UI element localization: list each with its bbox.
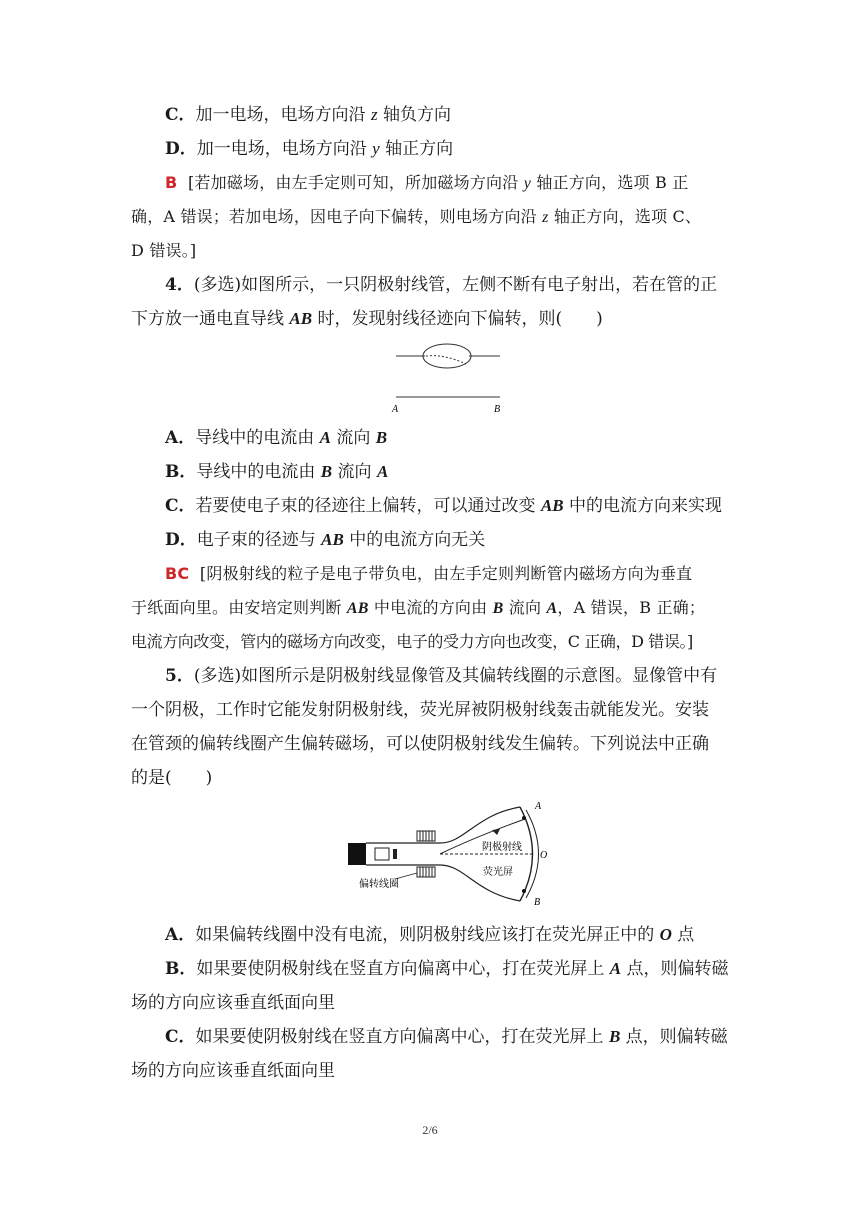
q5-stem-line-2: 一个阴极，工作时它能发射阴极射线，荧光屏被阴极射线轰击就能发光。安装 <box>131 700 709 720</box>
q3-answer-line-1: B [若加磁场，由左手定则可知，所加磁场方向沿 y 轴正方向，选项 B 正 <box>165 173 689 192</box>
label-b: B <box>494 404 501 415</box>
q4-option-a: A．导线中的电流由 A 流向 B <box>165 428 388 448</box>
q4-option-c: C．若要使电子束的径迹往上偏转，可以通过改变 AB 中的电流方向来实现 <box>165 496 723 516</box>
q4-answer-line-3: 电流方向改变，管内的磁场方向改变，电子的受力方向也改变，C 正确，D 错误。] <box>131 632 693 651</box>
label-coil: 偏转线圈 <box>359 879 399 890</box>
electron-gun <box>375 848 389 860</box>
label-cathode-ray: 阴极射线 <box>482 842 522 853</box>
q4-figure-cathode-tube <box>390 340 505 416</box>
label-o: O <box>540 850 548 861</box>
q5-option-a: A．如果偏转线圈中没有电流，则阴极射线应该打在荧光屏正中的 O 点 <box>165 925 695 945</box>
cathode-block <box>348 843 366 865</box>
q5-stem-line-1: 5．(多选)如图所示是阴极射线显像管及其偏转线圈的示意图。显像管中有 <box>165 666 718 686</box>
label-a: A <box>535 801 542 812</box>
q4-stem-line-1: 4．(多选)如图所示，一只阴极射线管，左侧不断有电子射出，若在管的正 <box>165 275 718 295</box>
q5-option-b-line-2: 场的方向应该垂直纸面向里 <box>131 993 335 1013</box>
deflection-coil-bottom <box>417 867 435 877</box>
label-screen: 荧光屏 <box>483 867 513 878</box>
deflection-coil-top <box>417 831 435 841</box>
electron-beam-path <box>426 356 466 364</box>
label-b: B <box>534 897 541 908</box>
q4-option-b: B．导线中的电流由 B 流向 A <box>165 462 389 482</box>
q5-option-b-line-1: B．如果要使阴极射线在竖直方向偏离中心，打在荧光屏上 A 点，则偏转磁 <box>165 959 729 979</box>
point-a-dot <box>522 816 526 820</box>
q4-answer-line-1: BC [阴极射线的粒子是电子带负电，由左手定则判断管内磁场方向为垂直 <box>165 564 693 583</box>
q4-stem-line-2: 下方放一通电直导线 AB 时，发现射线径迹向下偏转，则( ) <box>131 309 603 329</box>
point-b-dot <box>522 889 526 893</box>
q3-answer-line-2: 确，A 错误；若加电场，因电子向下偏转，则电场方向沿 z 轴正方向，选项 C、 <box>131 207 702 226</box>
q3-answer-key: B <box>165 173 178 192</box>
q4-answer-key: BC <box>165 564 190 583</box>
coil-leader-line <box>395 873 417 879</box>
q3-answer-line-3: D 错误。] <box>131 241 197 260</box>
page-number: 2/6 <box>422 1123 438 1137</box>
q5-stem-line-4: 的是( ) <box>131 768 213 788</box>
beam-arrow <box>492 829 500 835</box>
label-a: A <box>392 404 399 415</box>
q3-option-d: D．加一电场，电场方向沿 y 轴正方向 <box>165 139 454 159</box>
q4-option-d: D．电子束的径迹与 AB 中的电流方向无关 <box>165 530 486 550</box>
q5-option-c-line-2: 场的方向应该垂直纸面向里 <box>131 1061 335 1081</box>
q4-answer-line-2: 于纸面向里。由安培定则判断 AB 中电流的方向由 B 流向 A，A 错误，B 正确； <box>131 598 706 617</box>
q5-figure-crt <box>345 797 560 909</box>
q5-option-c-line-1: C．如果要使阴极射线在竖直方向偏离中心，打在荧光屏上 B 点，则偏转磁 <box>165 1027 728 1047</box>
q5-stem-line-3: 在管颈的偏转线圈产生偏转磁场，可以使阴极射线发生偏转。下列说法中正确 <box>131 734 709 754</box>
q3-option-c: C．加一电场，电场方向沿 z 轴负方向 <box>165 105 451 125</box>
